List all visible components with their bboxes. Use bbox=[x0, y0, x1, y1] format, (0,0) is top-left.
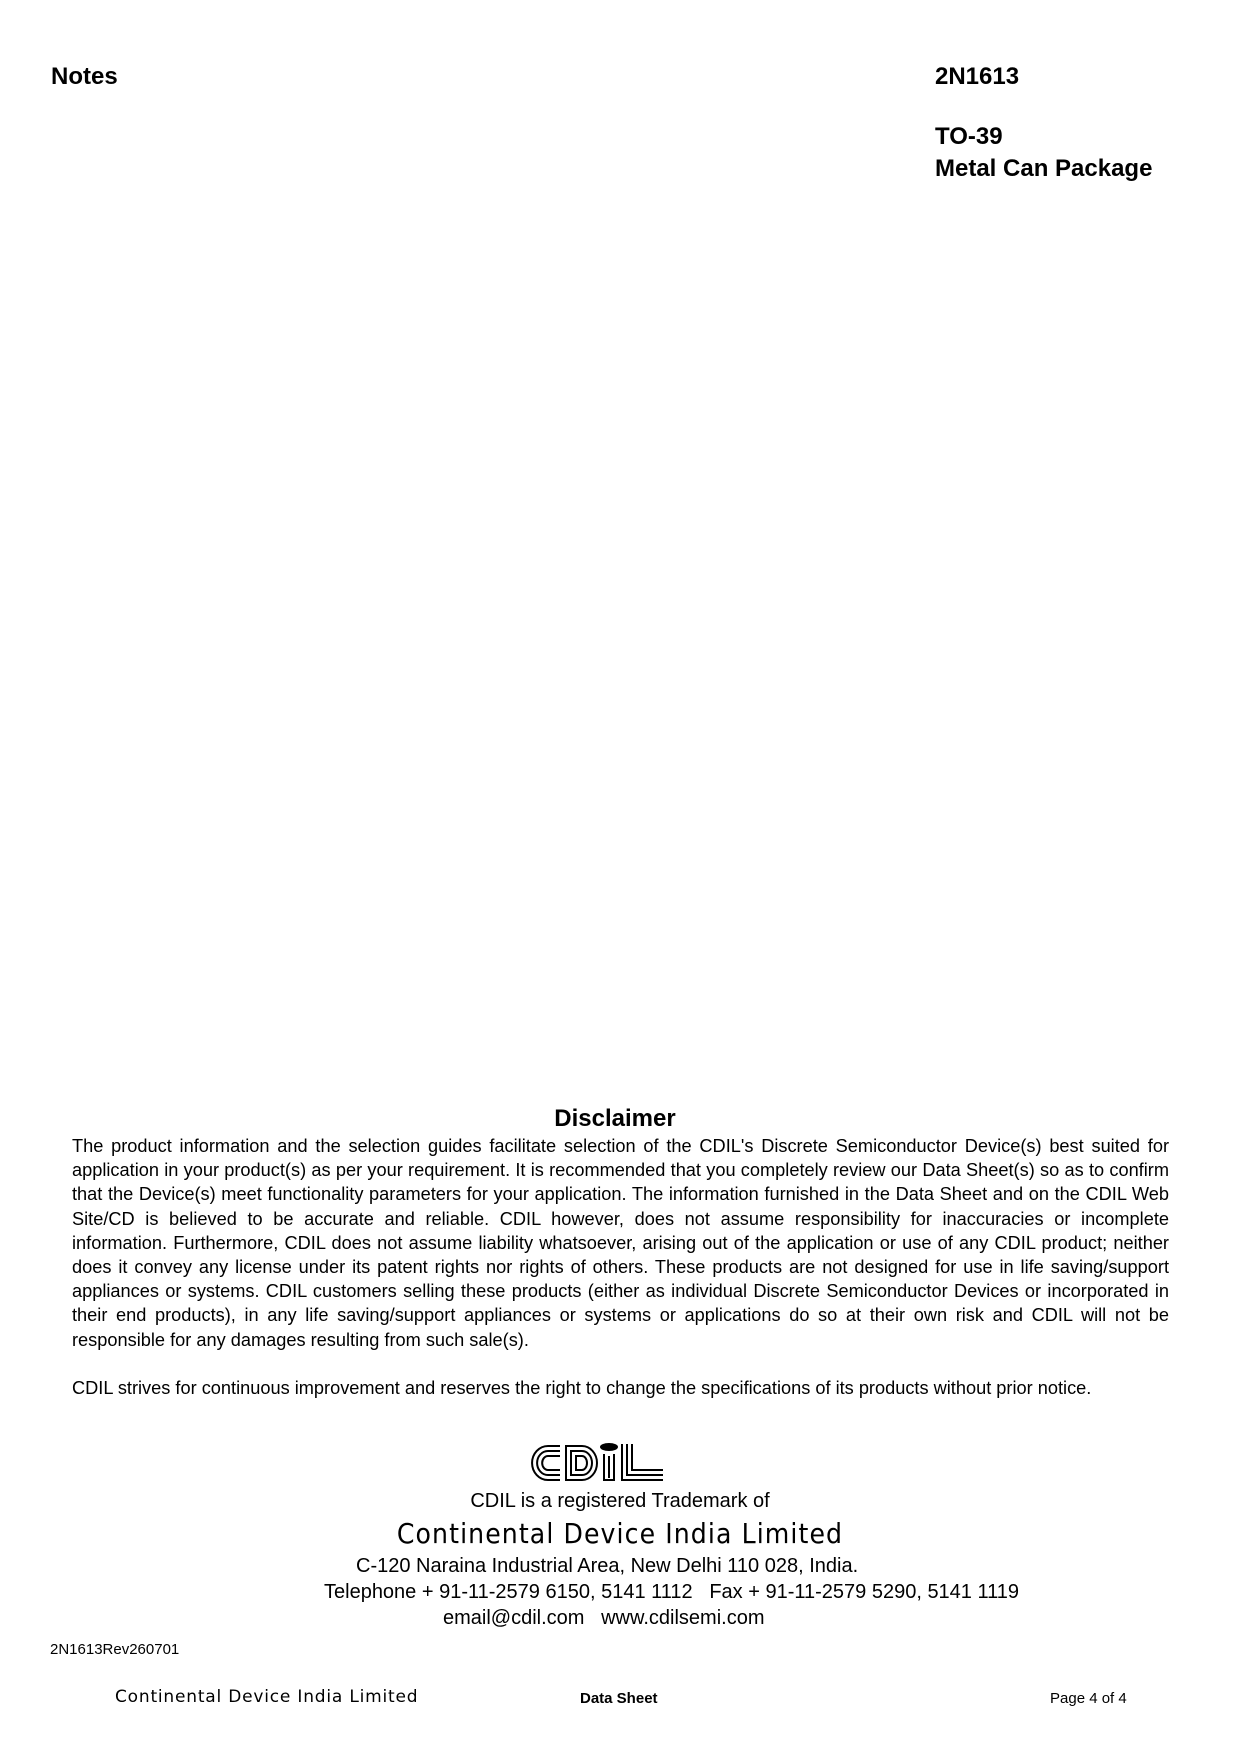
revision-code: 2N1613Rev260701 bbox=[50, 1641, 180, 1658]
package-type: TO-39 bbox=[935, 123, 1003, 150]
company-email-web: email@cdil.com www.cdilsemi.com bbox=[443, 1607, 765, 1629]
footer-company-name: Continental Device India Limited bbox=[115, 1687, 419, 1707]
company-name: Continental Device India Limited bbox=[396, 1517, 844, 1550]
notes-heading: Notes bbox=[51, 63, 118, 90]
disclaimer-body bbox=[72, 1134, 1169, 1400]
trademark-notice: CDIL is a registered Trademark of bbox=[470, 1490, 770, 1512]
company-phone-fax: Telephone + 91-11-2579 6150, 5141 1112 Fax + 91-11-2579 5290, 5141 1119 bbox=[324, 1581, 1020, 1603]
footer-page-number: Page 4 of 4 bbox=[1050, 1690, 1127, 1707]
disclaimer-notice: CDIL strives for continuous improvement and reserves the right to change the specifications of its products without prior notice. bbox=[72, 1377, 1092, 1398]
disclaimer-paragraph: The product information and the selection guides facilitate selection of the CDIL's Discrete Semiconductor Device(s) best suited for application in your product(s) as per your requirement. It is recommended that you completely review our Data Sheet(s) so as to confirm that the Device(s) meet functionality parameters for your application. The information furnished in the Data Sheet and on the CDIL Web Site/CD is believed to be accurate and reliable. CDIL however, does not assume responsibility for inaccuracies or incomplete information. Furthermore, CDIL does not assume liability whatsoever, arising out of the application or use of any CDIL product; neither does it convey any license under its patent rights nor rights of others. These products are not designed for use in life saving/support appliances or systems. CDIL customers selling these products (either as individual Discrete Semiconductor Devices or incorporated in their end products), in any life saving/support appliances or systems or applications do so at their own risk and CDIL will not be responsible for any damages resulting from such sale(s). bbox=[72, 1136, 1169, 1350]
package-description: Metal Can Package bbox=[935, 155, 1153, 182]
company-address: C-120 Naraina Industrial Area, New Delhi 110 028, India. bbox=[356, 1555, 859, 1577]
part-info-block bbox=[935, 61, 1152, 185]
footer-doc-type: Data Sheet bbox=[580, 1690, 658, 1707]
part-number: 2N1613 bbox=[935, 63, 1020, 90]
disclaimer-title: Disclaimer bbox=[554, 1105, 676, 1132]
cdil-logo bbox=[530, 1440, 665, 1486]
